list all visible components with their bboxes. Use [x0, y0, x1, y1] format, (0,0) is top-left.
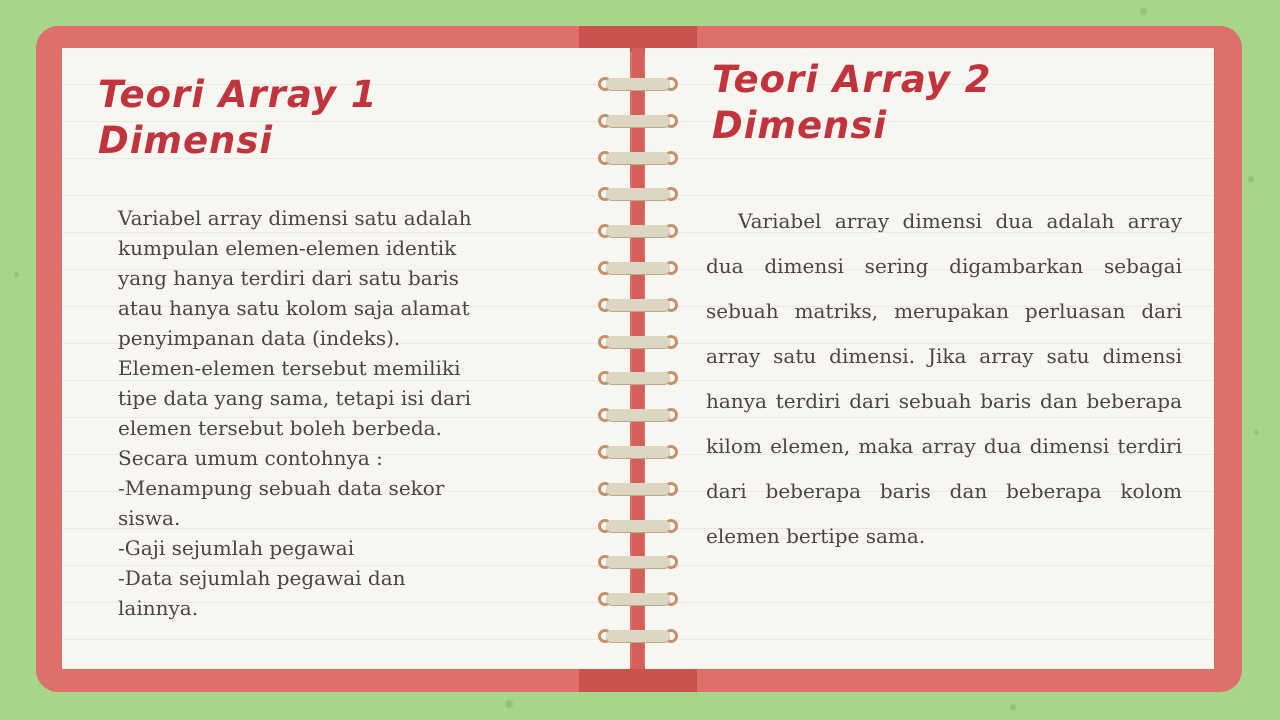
ring-wire	[606, 188, 670, 200]
ring-wire	[606, 152, 670, 164]
left-page-body	[118, 203, 518, 623]
ring-wire	[606, 299, 670, 311]
spiral-ring	[598, 479, 678, 501]
ring-wire	[606, 556, 670, 568]
left-body-line: yang hanya terdiri dari satu baris	[118, 266, 459, 290]
background-speck	[1254, 430, 1259, 435]
left-page-title	[98, 72, 378, 164]
spiral-ring	[598, 552, 678, 574]
spiral-ring	[598, 111, 678, 133]
background-speck	[1248, 176, 1254, 182]
spiral-ring	[598, 405, 678, 427]
ring-wire	[606, 446, 670, 458]
ring-wire	[606, 593, 670, 605]
background-speck	[1140, 8, 1147, 15]
left-body-line: Variabel array dimensi satu adalah	[118, 206, 472, 230]
right-page-title	[712, 57, 992, 149]
ring-wire	[606, 630, 670, 642]
left-body-line: atau hanya satu kolom saja alamat	[118, 296, 470, 320]
left-title-line: Teori Array 1	[98, 73, 378, 116]
notebook-spine	[632, 48, 644, 669]
spiral-ring	[598, 626, 678, 648]
left-body-line: -Menampung sebuah data sekor	[118, 476, 445, 500]
spiral-ring	[598, 74, 678, 96]
ring-wire	[606, 520, 670, 532]
left-body-line: tipe data yang sama, tetapi isi dari	[118, 386, 472, 410]
right-page-paragraph: Variabel array dimensi dua adalah array dua dimensi sering digambarkan sebagai sebuah matriks, merupakan perluasan dari array satu dimensi. Jika array satu dimensi hanya terdiri dari sebuah baris dan beberapa kilom elemen, maka array dua dimensi terdiri dari beberapa baris dan beberapa kolom elemen bertipe sama.	[706, 209, 1182, 548]
left-body-line: siswa.	[118, 506, 181, 530]
spiral-ring	[598, 148, 678, 170]
spiral-ring	[598, 516, 678, 538]
spiral-ring	[598, 589, 678, 611]
left-body-line: -Gaji sejumlah pegawai	[118, 536, 355, 560]
left-body-line: Secara umum contohnya :	[118, 446, 383, 470]
left-body-line: -Data sejumlah pegawai dan	[118, 566, 406, 590]
spiral-ring	[598, 221, 678, 243]
left-body-line: lainnya.	[118, 596, 199, 620]
spiral-ring	[598, 295, 678, 317]
background-speck	[14, 272, 19, 277]
left-body-line: kumpulan elemen-elemen identik	[118, 236, 457, 260]
right-title-line: Dimensi	[712, 104, 888, 147]
spiral-ring	[598, 184, 678, 206]
left-title-line: Dimensi	[98, 119, 274, 162]
ring-wire	[606, 372, 670, 384]
ring-wire	[606, 78, 670, 90]
notebook-strap-bottom	[579, 668, 697, 692]
spiral-ring	[598, 368, 678, 390]
ring-wire	[606, 115, 670, 127]
left-body-line: Elemen-elemen tersebut memiliki	[118, 356, 461, 380]
ring-wire	[606, 225, 670, 237]
left-body-line: elemen tersebut boleh berbeda.	[118, 416, 442, 440]
background-speck	[1010, 704, 1016, 710]
ring-wire	[606, 262, 670, 274]
spiral-ring	[598, 332, 678, 354]
spiral-ring	[598, 258, 678, 280]
ring-wire	[606, 483, 670, 495]
left-body-line: penyimpanan data (indeks).	[118, 326, 401, 350]
right-title-line: Teori Array 2	[712, 58, 992, 101]
ring-wire	[606, 336, 670, 348]
ring-wire	[606, 409, 670, 421]
spiral-ring	[598, 442, 678, 464]
background-speck	[505, 700, 513, 708]
